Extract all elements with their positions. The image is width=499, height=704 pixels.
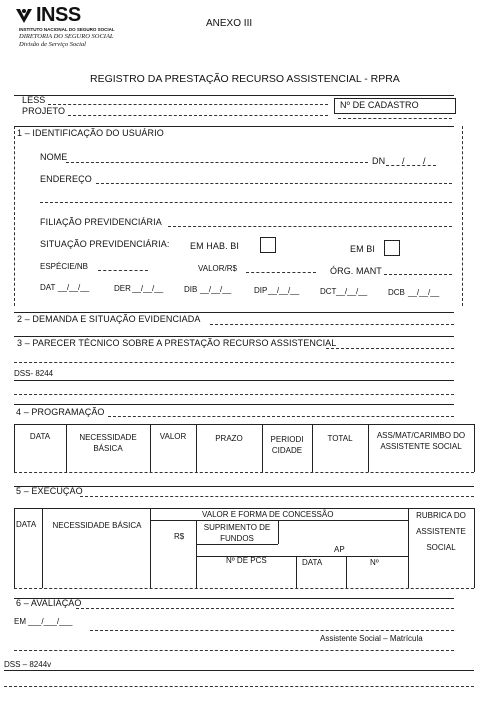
logo-text: INSS <box>36 4 81 26</box>
exec-n-label: Nº <box>370 558 379 567</box>
exec-data-label: DATA <box>16 520 37 529</box>
projeto-label: PROJETO <box>22 106 66 116</box>
less-field[interactable] <box>48 104 328 105</box>
less-label: LESS <box>22 95 46 105</box>
logo-sub-directorate: DIRETORIA DO SEGURO SOCIAL <box>19 33 114 40</box>
der-label: DER <box>114 284 131 293</box>
sec2-field[interactable] <box>210 324 454 325</box>
logo-sub-division: Divisão de Serviço Social <box>19 41 86 48</box>
valor-label: VALOR/R$ <box>198 264 237 273</box>
form-title: REGISTRO DA PRESTAÇÃO RECURSO ASSISTENCIAL - RPRA <box>90 73 400 85</box>
projeto-field[interactable] <box>68 115 328 116</box>
exec-rs-label: R$ <box>174 532 185 541</box>
dss-code-1: DSS- 8244 <box>14 369 54 378</box>
em-bi-checkbox[interactable] <box>384 240 400 256</box>
valor-field[interactable] <box>246 272 316 273</box>
filiacao-field[interactable] <box>168 226 452 227</box>
exec-rubrica-label: RUBRICA DO ASSISTENTE SOCIAL <box>416 511 466 552</box>
sec5-title: 5 – EXECUÇÃO <box>16 486 83 496</box>
inss-logo <box>14 5 124 53</box>
annex-label: ANEXO III <box>206 18 253 29</box>
eval-em-label: EM <box>14 617 26 626</box>
exec-data2-label: DATA <box>302 558 323 567</box>
dip-label: DIP <box>254 286 268 295</box>
dn-label: DN <box>372 156 386 166</box>
endereco-label: ENDEREÇO <box>40 174 92 184</box>
exec-necessidade-label: NECESSIDADE BÁSICA <box>52 521 142 530</box>
nome-field[interactable] <box>66 162 368 163</box>
eval-field[interactable] <box>90 630 454 631</box>
dcb-label: DCB <box>388 288 405 297</box>
prog-col-valor: VALOR <box>159 432 187 441</box>
cadastro-label: Nº DE CADASTRO <box>340 100 419 110</box>
eval-signature-label: Assistente Social – Matrícula <box>320 634 423 643</box>
situacao-label: SITUAÇÃO PREVIDENCIÁRIA: <box>40 239 170 249</box>
sec3-field-2[interactable] <box>14 362 454 363</box>
filiacao-label: FILIAÇÃO PREVIDENCIÁRIA <box>40 217 162 227</box>
prog-col-assinatura: ASS/MAT/CARIMBO DO ASSISTENTE SOCIAL <box>376 431 466 451</box>
logo-sub-institute: INSTITUTO NACIONAL DO SEGURO SOCIAL <box>19 27 115 32</box>
exec-suprimento-label: SUPRIMENTO DE FUNDOS <box>203 523 271 543</box>
prog-col-necessidade: NECESSIDADE BÁSICA <box>79 433 137 453</box>
dss-code-2: DSS – 8244v <box>4 660 52 669</box>
prog-col-data: DATA <box>29 432 51 441</box>
em-hab-label: EM HAB. BI <box>190 241 240 251</box>
especie-field[interactable] <box>98 270 148 271</box>
especie-label: ESPÉCIE/NB <box>40 262 89 271</box>
exec-ap-label: AP <box>334 545 345 554</box>
endereco-field-2[interactable] <box>40 202 452 203</box>
sec3-title: 3 – PARECER TÉCNICO SOBRE A PRESTAÇÃO RECURSO ASSISTENCIAL <box>17 338 337 348</box>
em-hab-checkbox[interactable] <box>260 237 276 253</box>
sec3-field-1[interactable] <box>326 348 454 349</box>
em-bi-label: EM BI <box>350 244 376 254</box>
sec6-title: 6 – AVALIAÇÃO <box>16 598 82 608</box>
dib-label: DIB <box>184 285 198 294</box>
nome-label: NOME <box>40 152 68 162</box>
logo-emblem-icon <box>14 7 34 25</box>
exec-row[interactable] <box>14 588 474 589</box>
dct-label: DCT <box>320 287 337 296</box>
prog-col-periodicidade: PERIODI CIDADE <box>270 435 304 455</box>
endereco-field-1[interactable] <box>96 183 452 184</box>
sec4-title: 4 – PROGRAMAÇÃO <box>16 407 105 417</box>
prog-col-prazo: PRAZO <box>215 434 243 443</box>
prog-col-total: TOTAL <box>327 434 353 443</box>
org-mant-field[interactable] <box>384 274 452 275</box>
exec-valor-forma-label: VALOR E FORMA DE CONCESSÃO <box>202 510 334 519</box>
exec-npcs-label: Nº DE PCS <box>226 556 267 565</box>
dat-label: DAT <box>40 283 56 292</box>
prog-row[interactable] <box>14 472 474 473</box>
dn-field[interactable] <box>386 165 436 166</box>
cadastro-field[interactable] <box>338 118 452 119</box>
sec1-title: 1 – IDENTIFICAÇÃO DO USUÁRIO <box>17 128 164 138</box>
sec2-title: 2 – DEMANDA E SITUAÇÃO EVIDENCIADA <box>17 314 201 324</box>
org-mant-label: ÓRG. MANT <box>330 266 382 276</box>
